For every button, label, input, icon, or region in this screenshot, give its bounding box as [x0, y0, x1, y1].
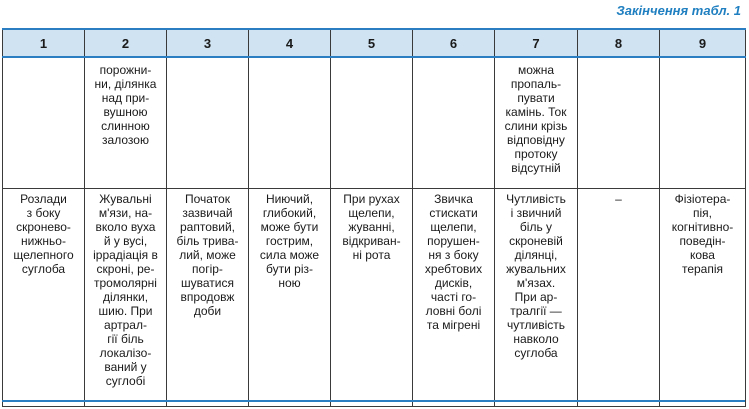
column-header: 3	[167, 29, 249, 57]
table-caption: Закінчення табл. 1	[616, 3, 741, 18]
table-cell: Жувальні м'язи, на- вколо вуха й у вусі, іррадіація в скроні, ре- тромолярні ділянки, шию. При артрал- гії біль локалізо- ваний у суглобі	[85, 189, 167, 407]
table-cell: Початок зазвичай раптовий, біль трива- лий, може погір- шуватися впродовж доби	[167, 189, 249, 407]
column-header: 8	[578, 29, 660, 57]
table-cell	[578, 57, 660, 189]
table-cell: Розлади з боку скронево- нижньо- щелепного суглоба	[3, 189, 85, 407]
table-cell: –	[578, 189, 660, 407]
column-header: 6	[413, 29, 495, 57]
column-header: 1	[3, 29, 85, 57]
table-cell	[167, 57, 249, 189]
table-cell: порожни- ни, ділянка над при- вушною слинною залозою	[85, 57, 167, 189]
column-header: 2	[85, 29, 167, 57]
table-row	[3, 57, 746, 189]
symptoms-table	[2, 28, 746, 407]
table-cell: Звичка стискати щелепи, порушен- ня з боку хребтових дисків, часті го- ловні болі та мігрені	[413, 189, 495, 407]
header-row	[3, 29, 746, 57]
table-cell: Фізіотера- пія, когнітивно- поведін- кова терапія	[660, 189, 746, 407]
column-header: 7	[495, 29, 578, 57]
table-cell: Чутливість і звичний біль у скроневій ділянці, жувальних м'язах. При ар- тралгії — чутливість навколо суглоба	[495, 189, 578, 407]
table-cell: Ниючий, глибокий, може бути гострим, сила може бути різ- ною	[249, 189, 331, 407]
table-cell	[413, 57, 495, 189]
table-cell: можна пропаль- пувати камінь. Ток слини крізь відповідну протоку відсутній	[495, 57, 578, 189]
table-cell	[249, 57, 331, 189]
table-cell	[331, 57, 413, 189]
table-cell	[3, 57, 85, 189]
bottom-rule	[2, 400, 745, 402]
table-cell	[660, 57, 746, 189]
table-cell: При рухах щелепи, жуванні, відкриван- ні рота	[331, 189, 413, 407]
column-header: 9	[660, 29, 746, 57]
table-row	[3, 189, 746, 407]
column-header: 5	[331, 29, 413, 57]
column-header: 4	[249, 29, 331, 57]
